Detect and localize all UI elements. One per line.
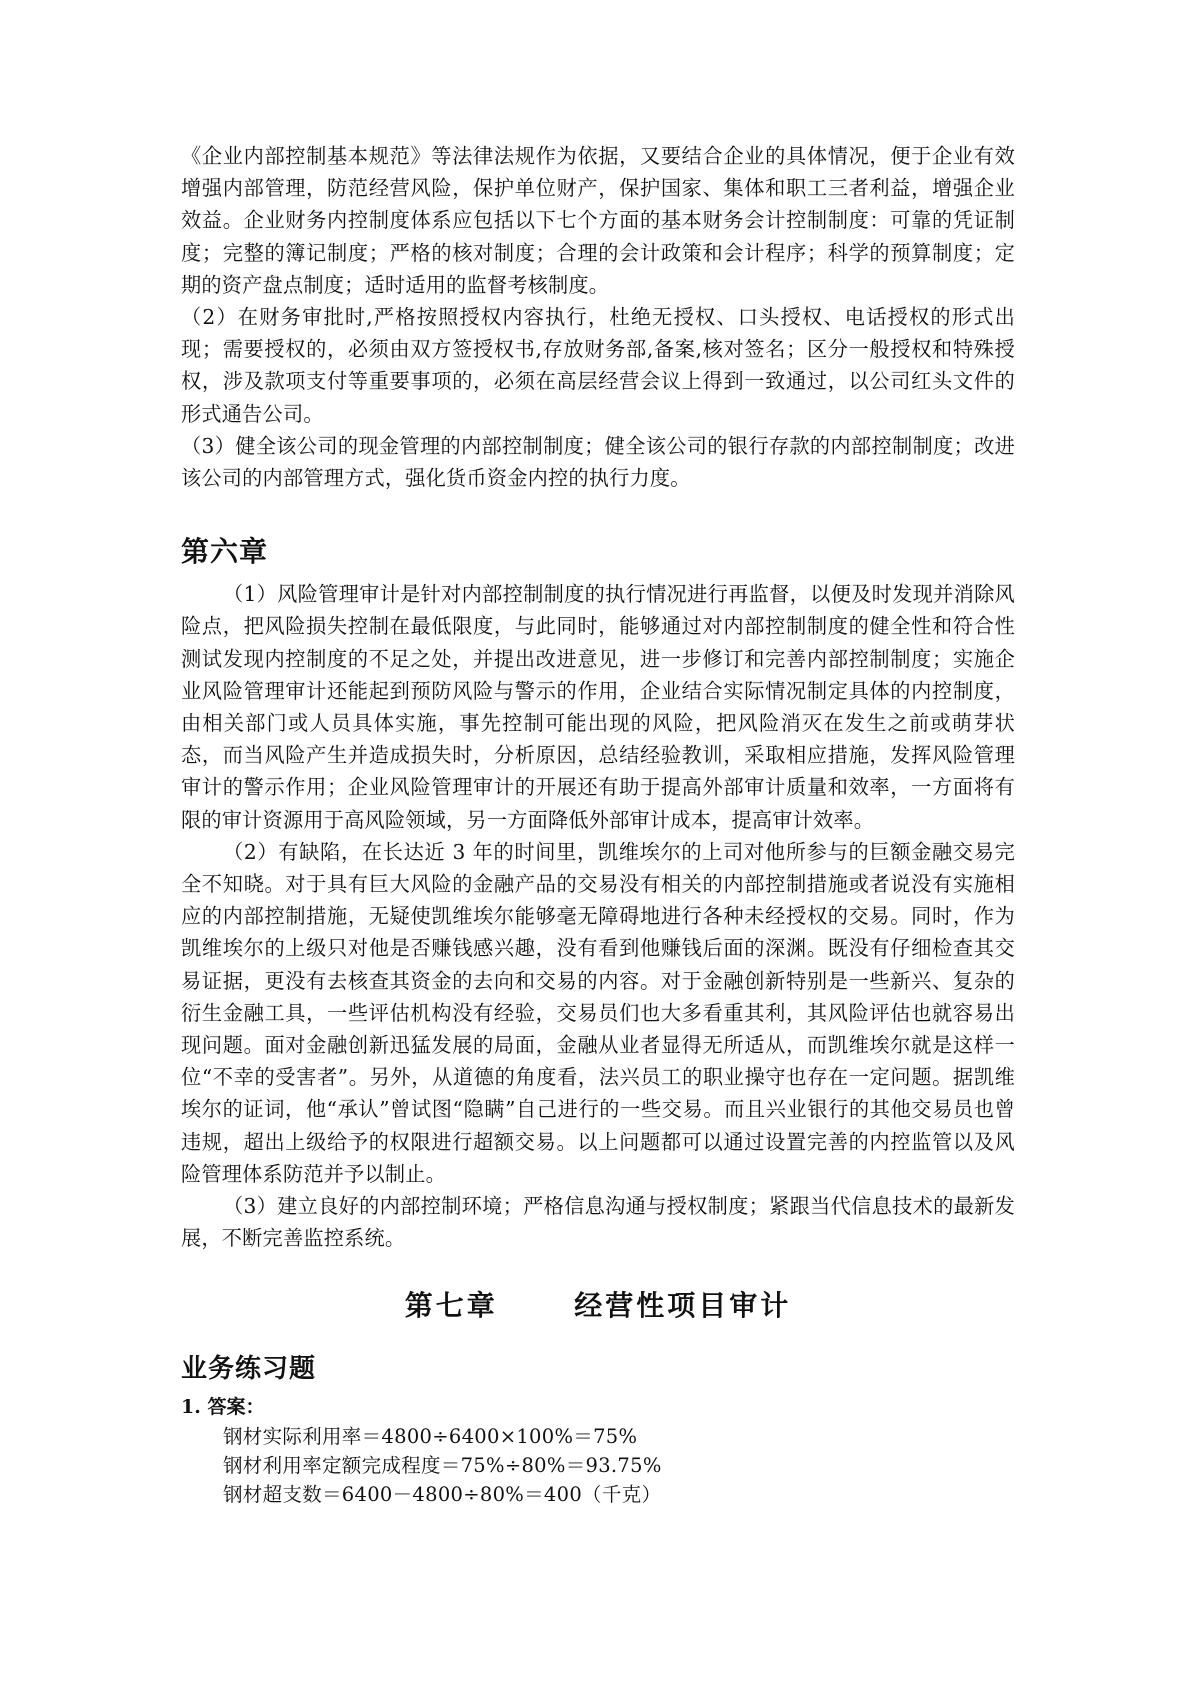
chapter-seven-heading: 第七章 经营性项目审计	[404, 1288, 792, 1322]
formula-line: 钢材利用率定额完成程度＝75%÷80%＝93.75%	[223, 1453, 662, 1477]
list-item-3: （3）健全该公司的现金管理的内部控制制度；健全该公司的银行存款的内部控制制度；改进该公司的内部管理方式，强化货币资金内控的执行力度。	[181, 433, 1015, 491]
list-item-2: （2）在财务审批时,严格按照授权内容执行，杜绝无授权、口头授权、电话授权的形式出现；需要授权的，必须由双方签授权书,存放财务部,备案,核对签名；区分一般授权和特殊授权，涉及款项支付等重要事项的，必须在高层经营会议上得到一致通过，以公司红头文件的形式通告公司。	[181, 305, 1015, 426]
chapter-six-paragraph-3: （3）建立良好的内部控制环境；严格信息沟通与授权制度；紧跟当代信息技术的最新发展，不断完善监控系统。	[181, 1194, 1015, 1251]
chapter-six-paragraph-1: （1）风险管理审计是针对内部控制制度的执行情况进行再监督，以便及时发现并消除风险点，把风险损失控制在最低限度，与此同时，能够通过对内部控制制度的健全性和符合性测试发现内控制度的不足之处，并提出改进意见，进一步修订和完善内部控制制度；实施企业风险管理审计还能起到预防风险与警示的作用，企业结合实际情况制定具体的内控制度，由相关部门或人员具体实施，事先控制可能出现的风险，把风险消灭在发生之前或萌芽状态，而当风险产生并造成损失时，分析原因，总结经验教训，采取相应措施，发挥风险管理审计的警示作用；企业风险管理审计的开展还有助于提高外部审计质量和效率，一方面将有限的审计资源用于高风险领域，另一方面降低外部审计成本，提高审计效率。	[181, 582, 1015, 832]
chapter-six-paragraph-2: （2）有缺陷，在长达近 3 年的时间里，凯维埃尔的上司对他所参与的巨额金融交易完全不知晓。对于具有巨大风险的金融产品的交易没有相关的内部控制措施或者说没有实施相应的内部控制措施，无疑使凯维埃尔能够毫无障碍地进行各种未经授权的交易。同时，作为凯维埃尔的上级只对他是否赚钱感兴趣，没有看到他赚钱后面的深渊。既没有仔细检查其交易证据，更没有去核查其资金的去向和交易的内容。对于金融创新特别是一些新兴、复杂的衍生金融工具，一些评估机构没有经验，交易员们也大多看重其利，其风险评估也就容易出现问题。面对金融创新迅猛发展的局面，金融从业者显得无所适从，而凯维埃尔就是这样一位“不幸的受害者”。另外，从道德的角度看，法兴员工的职业操守也存在一定问题。据凯维埃尔的证词，他“承认”曾试图“隐瞒”自己进行的一些交易。而且兴业银行的其他交易员也曾违规，超出上级给予的权限进行超额交易。以上问题都可以通过设置完善的内控监管以及风险管理体系防范并予以制止。	[181, 839, 1015, 1186]
chapter-six-heading: 第六章	[181, 535, 269, 569]
formula-line: 钢材实际利用率＝4800÷6400×100%＝75%	[223, 1424, 638, 1448]
document-page	[181, 140, 1015, 1509]
formula-line: 钢材超支数＝6400－4800÷80%＝400（千克）	[223, 1482, 662, 1506]
answer-label: 1. 答案：	[181, 1395, 265, 1418]
intro-paragraph: 《企业内部控制基本规范》等法律法规作为依据，又要结合企业的具体情况，便于企业有效增强内部管理，防范经营风险，保护单位财产，保护国家、集体和职工三者利益，增强企业效益。企业财务内控制度体系应包括以下七个方面的基本财务会计控制制度：可靠的凭证制度；完整的簿记制度；严格的核对制度；合理的会计政策和会计程序；科学的预算制度；定期的资产盘点制度；适时适用的监督考核制度。	[181, 144, 1015, 297]
section-heading-exercises: 业务练习题	[181, 1353, 317, 1384]
